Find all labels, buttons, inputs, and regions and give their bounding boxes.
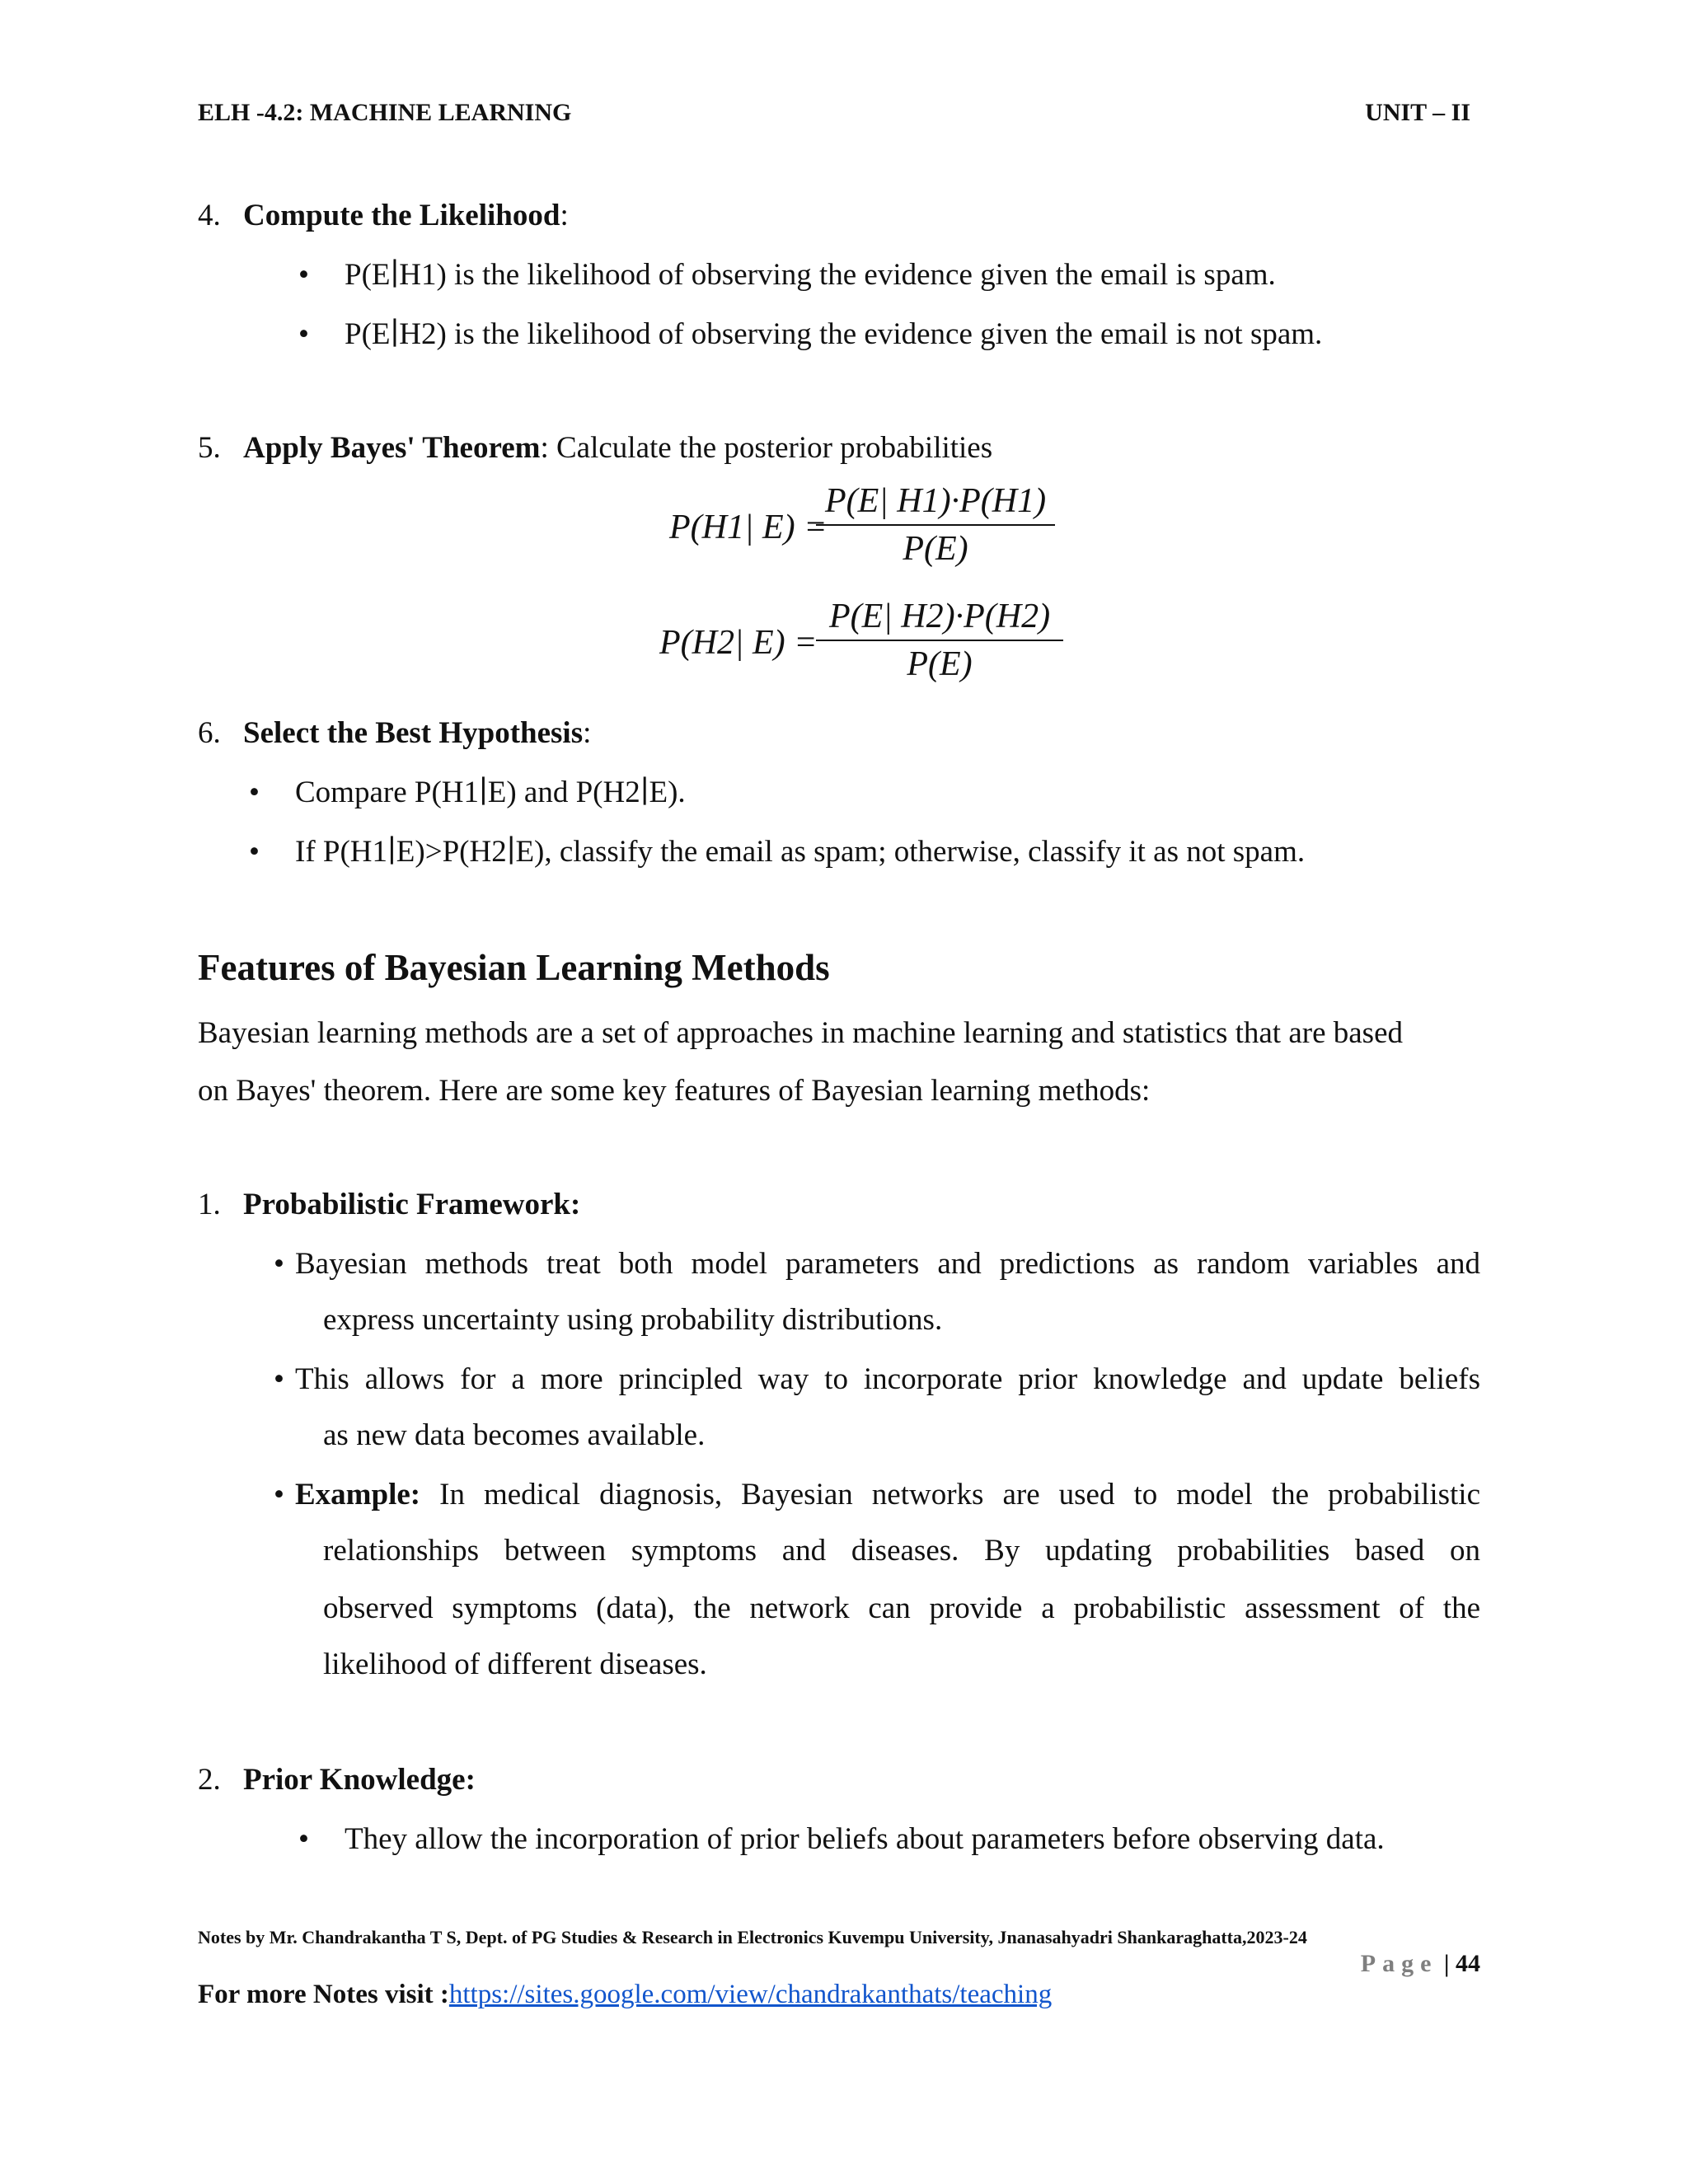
feature-number: 1.: [198, 1188, 221, 1221]
step-text: : Calculate the posterior probabilities: [540, 431, 993, 465]
step-title: Compute the Likelihood: [243, 199, 560, 232]
fraction-denominator: P(E): [903, 530, 968, 568]
equation-1-lhs: P(H1| E) =: [669, 509, 828, 546]
page-number: 44: [1456, 1950, 1480, 1977]
list-item-line: relationships between symptoms and diseases. By updating probabilities based on: [323, 1534, 1480, 1568]
equation-2-fraction: [816, 597, 1063, 684]
list-item: P(E∣H1) is the likelihood of observing the evidence given the email is spam.: [345, 258, 1276, 292]
fraction-numerator: P(E| H2)·P(H2): [816, 597, 1063, 641]
example-label: Example:: [295, 1478, 421, 1511]
list-item-line: as new data becomes available.: [323, 1418, 706, 1452]
visit-label: For more Notes visit :: [198, 1980, 449, 2009]
list-item-line: likelihood of different diseases.: [323, 1647, 707, 1681]
header-course-title: ELH -4.2: MACHINE LEARNING: [198, 99, 572, 126]
bullet-icon: •: [298, 317, 309, 351]
fraction-denominator: P(E): [907, 645, 973, 683]
notes-link[interactable]: https://sites.google.com/view/chandrakanthats/teaching: [448, 1980, 1053, 2009]
step-number: 4.: [198, 199, 221, 232]
footer-visit: [198, 1980, 1052, 2010]
step-4: [198, 198, 569, 234]
intro-line: on Bayes' theorem. Here are some key features of Bayesian learning methods:: [198, 1074, 1151, 1108]
bullet-icon: •: [298, 258, 309, 292]
bullet-icon: •: [298, 1822, 309, 1856]
header-unit: UNIT – II: [1365, 99, 1470, 126]
page-separator: |: [1443, 1950, 1450, 1977]
list-item-line: observed symptoms (data), the network can provide a probabilistic assessment of the: [323, 1591, 1480, 1625]
list-item: They allow the incorporation of prior beliefs about parameters before observing data.: [345, 1822, 1385, 1856]
list-item-line: [295, 1477, 1480, 1513]
step-6: [198, 715, 591, 752]
list-item: If P(H1∣E)>P(H2∣E), classify the email as spam; otherwise, classify it as not spam.: [295, 835, 1306, 869]
list-item: P(E∣H2) is the likelihood of observing the evidence given the email is not spam.: [345, 317, 1323, 351]
feature-title: Prior Knowledge:: [243, 1763, 476, 1797]
intro-line: Bayesian learning methods are a set of approaches in machine learning and statistics that are based: [198, 1016, 1403, 1050]
fraction-numerator: P(E| H1)·P(H1): [816, 481, 1055, 526]
step-5: [198, 430, 992, 466]
feature-title: Probabilistic Framework:: [243, 1188, 581, 1221]
step-title: Apply Bayes' Theorem: [243, 431, 541, 465]
feature-2: [198, 1762, 476, 1798]
bullet-icon: •: [249, 835, 260, 869]
feature-number: 2.: [198, 1763, 221, 1797]
bullet-icon: •: [274, 1247, 284, 1281]
example-text: In medical diagnosis, Bayesian networks are used to model the probabilistic: [420, 1478, 1480, 1511]
list-item-line: This allows for a more principled way to incorporate prior knowledge and update beliefs: [295, 1362, 1480, 1396]
bullet-icon: •: [274, 1362, 284, 1396]
step-colon: :: [583, 716, 592, 750]
step-number: 6.: [198, 716, 221, 750]
bullet-icon: •: [249, 776, 260, 809]
step-colon: :: [560, 199, 569, 232]
list-item-line: express uncertainty using probability distributions.: [323, 1303, 943, 1337]
feature-1: [198, 1187, 580, 1223]
list-item-line: Bayesian methods treat both model parameters and predictions as random variables and: [295, 1247, 1480, 1281]
equation-2-lhs: P(H2| E) =: [659, 624, 818, 662]
section-heading: Features of Bayesian Learning Methods: [198, 947, 830, 988]
step-title: Select the Best Hypothesis: [243, 716, 584, 750]
bullet-icon: •: [274, 1478, 284, 1511]
page-number-block: [1361, 1950, 1480, 1978]
page-label: Page: [1360, 1950, 1438, 1977]
step-number: 5.: [198, 431, 221, 465]
equation-1-fraction: [816, 481, 1055, 569]
list-item: Compare P(H1∣E) and P(H2∣E).: [295, 776, 686, 809]
footer-note: Notes by Mr. Chandrakantha T S, Dept. of PG Studies & Research in Electronics Kuvempu University, Jnanasahyadri Shankaraghatta,2023-24: [198, 1927, 1307, 1947]
